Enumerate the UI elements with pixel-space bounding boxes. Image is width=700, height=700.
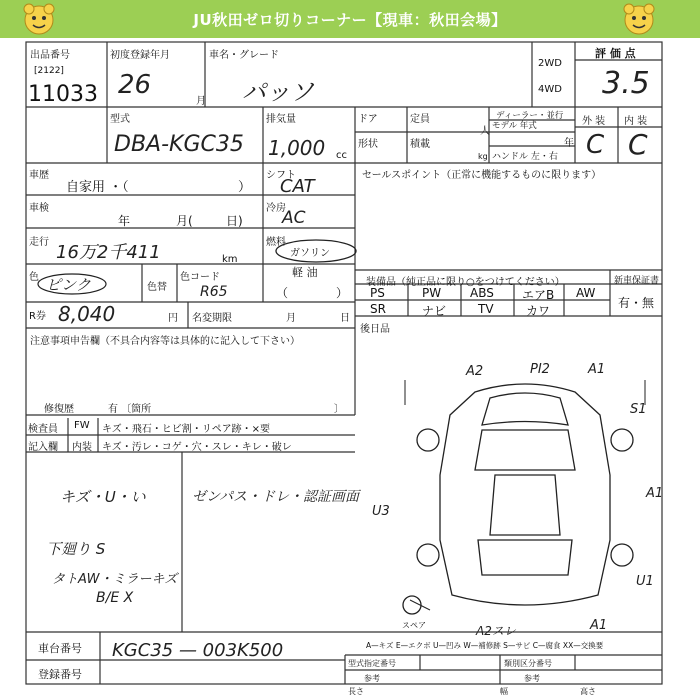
equip-sr: SR	[370, 302, 386, 316]
color-swap-label: 色替	[147, 282, 167, 293]
mark-a1-top: A1	[588, 362, 606, 377]
exterior-grade: C	[586, 130, 605, 160]
chassis-label: 車台番号	[38, 642, 82, 655]
color-code-value: R65	[200, 284, 228, 300]
remark-1: キズ・U・い	[60, 488, 146, 506]
equip-leather: カワ	[526, 304, 551, 318]
equip-navi: ナビ	[422, 304, 447, 318]
color-code-label: 色コード	[180, 272, 220, 283]
ref-label-left: 参考	[364, 674, 380, 683]
name-change-day: 日	[340, 313, 350, 324]
fuel-light: 軽 油	[292, 266, 318, 279]
repair-value: 有 〔箇所	[108, 404, 152, 415]
mark-p: PI2	[530, 362, 550, 377]
rating-value: 3.5	[602, 66, 650, 101]
equip-aw: AW	[576, 286, 596, 300]
repair-label: 修復歴	[44, 404, 74, 415]
mileage-unit: km	[222, 254, 238, 265]
warranty-label: 新車保証書	[614, 276, 660, 286]
mileage-label: 走行	[29, 237, 49, 248]
usage-label: 車歴	[29, 170, 49, 181]
model-value: DBA-KGC35	[114, 132, 244, 157]
mileage-value: 16万2千411	[56, 242, 161, 263]
fuel-paren: （ ）	[276, 286, 349, 300]
dealer-label: ディーラー・並行	[496, 111, 564, 121]
equip-airbag: エアB	[522, 288, 555, 302]
rating-label: 評 価 点	[595, 47, 636, 60]
load-unit: kg	[478, 152, 488, 161]
displacement-label: 排気量	[266, 114, 296, 125]
height-label: 高さ	[580, 687, 596, 696]
inspection-year: 年	[118, 214, 131, 228]
remark-3: 下廻り S	[46, 540, 106, 558]
interior-grade: C	[628, 128, 648, 161]
fw-items: キズ・飛石・ヒビ割・リペア跡・×要	[102, 424, 270, 435]
equipment-label: 装備品（純正品に限り○をつけてください）	[366, 277, 565, 288]
name-change-month: 月	[286, 313, 296, 324]
inspector-label: 検査員	[28, 424, 58, 435]
caution-label: 注意事項申告欄（不具合内容等は具体的に記入して下さい）	[30, 336, 300, 347]
mark-u3: U3	[372, 504, 390, 519]
exterior-label: 外 装	[582, 116, 606, 127]
displacement-value: 1,000	[268, 136, 326, 160]
damage-legend: A—キズ E—エクボ U—凹み W—補修跡 S—サビ C—腐食 XX—交換要	[366, 641, 604, 650]
fuel-label: 燃料	[266, 237, 286, 248]
sales-point-label: セールスポイント（正常に機能するものに限ります）	[362, 170, 602, 181]
mark-a1-bottom: A1	[590, 618, 608, 633]
lot-label: 出品番号	[30, 50, 70, 61]
inspection-month: 月(	[176, 214, 193, 228]
mark-bottom: A2スレ	[476, 624, 516, 638]
car-name-label: 車名・グレード	[209, 50, 279, 61]
color-label: 色	[29, 272, 39, 283]
inspection-day: 日)	[226, 214, 243, 228]
lot-sub: [2122]	[34, 66, 64, 76]
recycle-unit: 円	[168, 313, 178, 324]
car-diagram	[400, 370, 650, 625]
model-year-label: モデル 年式	[492, 121, 537, 131]
reg-label: 登録番号	[38, 668, 82, 681]
year-unit: 年	[564, 138, 574, 149]
first-reg-year: 26	[118, 70, 152, 100]
interior-items: キズ・汚レ・コゲ・穴・スレ・キレ・破レ	[102, 442, 292, 453]
shift-value: CAT	[280, 176, 315, 197]
length-label: 長さ	[348, 687, 364, 696]
class-num-label: 類別区分番号	[504, 659, 552, 668]
recycle-value: 8,040	[58, 302, 116, 326]
warranty-value: 有・無	[618, 296, 655, 310]
shape-label: 形状	[358, 139, 378, 150]
load-label: 積載	[410, 139, 430, 150]
usage-value: 自家用 ・（	[66, 180, 129, 195]
model-label: 型式	[110, 114, 130, 125]
car-name: パッソ	[242, 78, 314, 106]
repair-close: 〕	[334, 404, 344, 415]
type-num-label: 型式指定番号	[348, 659, 396, 668]
fuel-gas: ガソリン	[290, 248, 330, 259]
drive-2wd: 2WD	[538, 58, 562, 69]
lot-number: 11033	[28, 82, 98, 107]
displacement-unit: cc	[336, 150, 347, 161]
first-reg-label: 初度登録年月	[110, 50, 170, 61]
handle-label: ハンドル 左・右	[492, 152, 558, 162]
banner-title: JU秋田ゼロ切りコーナー【現車：秋田会場】	[193, 11, 507, 29]
name-change-label: 名変期限	[192, 313, 232, 324]
remark-4: タトAW・ミラーキズ	[52, 572, 178, 587]
drive-4wd: 4WD	[538, 84, 562, 95]
mark-s1: S1	[630, 402, 647, 417]
fw-label: FW	[74, 420, 90, 431]
later-items-label: 後日品	[360, 324, 390, 335]
capacity-unit: 人	[480, 126, 490, 137]
inspection-label: 車検	[29, 203, 49, 214]
mark-u1: U1	[636, 574, 654, 589]
equip-tv: TV	[478, 302, 494, 316]
mark-a1-right: A1	[646, 486, 664, 501]
equip-ps: PS	[370, 286, 385, 300]
capacity-label: 定員	[410, 114, 430, 125]
chassis-value: KGC35 — 003K500	[112, 640, 284, 661]
color-value: ピンク	[46, 276, 91, 294]
remark-2: ゼンパス・ドレ・認証画面	[192, 489, 360, 505]
shift-label: シフト	[266, 170, 296, 181]
usage-close: ）	[238, 180, 252, 195]
remark-5: B/E X	[96, 590, 134, 606]
door-label: ドア	[358, 114, 378, 125]
equip-pw: PW	[422, 286, 442, 300]
entry-label: 記入欄	[28, 442, 58, 453]
first-reg-month-unit: 月	[196, 96, 206, 107]
equip-abs: ABS	[470, 286, 494, 300]
ref-label-right: 参考	[524, 674, 540, 683]
ac-value: AC	[282, 208, 306, 228]
color-circle	[36, 272, 108, 296]
ac-label: 冷房	[266, 203, 286, 214]
mark-a2: A2	[466, 364, 484, 379]
recycle-label: R券	[29, 311, 46, 322]
width-label: 幅	[500, 687, 508, 696]
interior-grade-label: 内 装	[624, 116, 648, 127]
fuel-gas-circle	[270, 238, 362, 264]
interior-note-label: 内装	[72, 442, 92, 453]
spare-label: スペア	[402, 621, 426, 630]
